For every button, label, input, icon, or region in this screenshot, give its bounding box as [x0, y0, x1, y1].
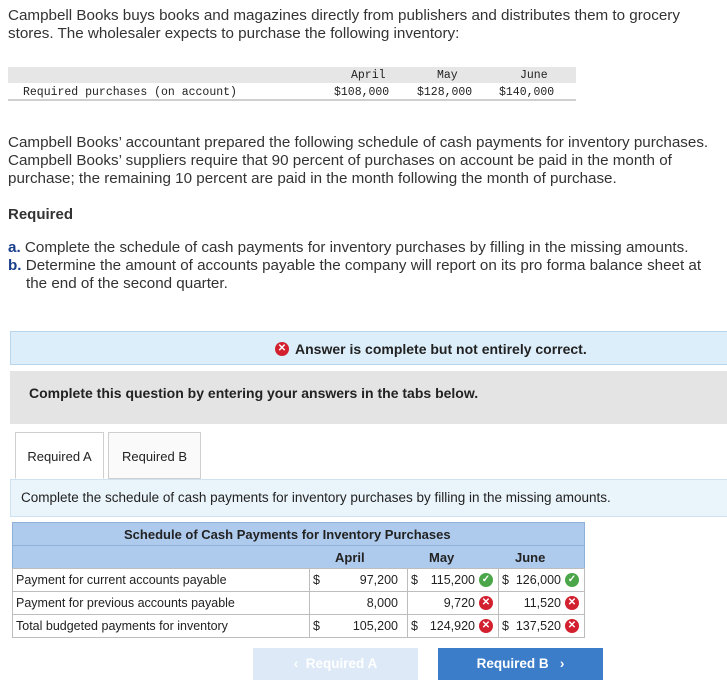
cell-value: 8,000 [366, 596, 398, 610]
schedule-month-june: June [515, 550, 546, 565]
tab-required-b[interactable]: Required B [108, 432, 201, 479]
inventory-month-april: April [351, 69, 386, 82]
tabs-instructions [10, 371, 727, 424]
cell-april[interactable] [309, 592, 408, 614]
cell-may[interactable] [407, 615, 499, 637]
tabs-instructions-text: Complete this question by entering your answers in the tabs below. [29, 385, 479, 401]
requirement-a-text: Complete the schedule of cash payments for inventory purchases by filling in the missing amounts. [24, 239, 689, 256]
schedule-title: Schedule of Cash Payments for Inventory Purchases [124, 527, 451, 542]
cell-value: 11,520 [523, 596, 561, 610]
inventory-month-june: June [520, 69, 548, 82]
requirements-list [8, 239, 727, 293]
inventory-table [8, 67, 576, 100]
cell-june[interactable] [498, 615, 585, 637]
table-row [12, 568, 585, 592]
inventory-value-may: $128,000 [417, 86, 473, 99]
inventory-value-april: $108,000 [334, 86, 390, 99]
intro-text: Campbell Books buys books and magazines directly from publishers and distributes them to grocery stores. The wholesaler expects to purchase the following inventory: [8, 7, 680, 42]
requirement-b-continuation: the end of the second quarter. [26, 275, 228, 292]
incorrect-x-icon: ✕ [565, 619, 579, 633]
cell-value: 126,000 [515, 573, 561, 587]
cell-june[interactable] [498, 592, 585, 614]
previous-tab-label: Required A [305, 656, 378, 671]
tab-prompt [10, 479, 727, 517]
inventory-value-june: $140,000 [499, 86, 555, 99]
cell-april[interactable] [309, 615, 408, 637]
cell-may[interactable] [407, 569, 499, 591]
inventory-month-may: May [437, 69, 458, 82]
schedule-header-row [12, 546, 585, 568]
requirement-b-label: b. [8, 257, 22, 274]
incorrect-x-icon: ✕ [565, 596, 579, 610]
chevron-right-icon: › [559, 656, 565, 671]
cell-value: 97,200 [359, 573, 398, 587]
cell-june[interactable] [498, 569, 585, 591]
dollar-sign: $ [313, 573, 320, 587]
incorrect-icon: ✕ [275, 342, 289, 356]
schedule-month-april: April [335, 550, 365, 565]
cell-april[interactable] [309, 569, 408, 591]
row-label: Total budgeted payments for inventory [16, 619, 228, 633]
dollar-sign: $ [502, 573, 509, 587]
correct-check-icon: ✓ [479, 573, 493, 587]
tab-prompt-text: Complete the schedule of cash payments for inventory purchases by filling in the missing amounts. [21, 490, 611, 505]
correct-check-icon: ✓ [565, 573, 579, 587]
schedule-title-row [12, 522, 585, 546]
answer-status-text: Answer is complete but not entirely correct. [295, 341, 587, 357]
cell-value: 137,520 [515, 619, 561, 633]
dollar-sign: $ [313, 619, 320, 633]
table-row [12, 615, 585, 638]
inventory-row-label: Required purchases (on account) [23, 86, 237, 99]
schedule-month-may: May [429, 550, 455, 565]
cell-value: 124,920 [429, 619, 475, 633]
cell-value: 115,200 [430, 573, 475, 587]
incorrect-x-icon: ✕ [479, 619, 493, 633]
dollar-sign: $ [411, 573, 418, 587]
next-tab-button[interactable] [438, 648, 603, 680]
requirement-a-label: a. [8, 239, 21, 256]
instructions-paragraph: Campbell Books’ accountant prepared the following schedule of cash payments for inventory purchases. Campbell Books’ suppliers require that 90 percent of purchases on account be paid in the month of purchase; the remaining 10 percent are paid in the month following the month of purchase. [8, 134, 709, 187]
table-row [12, 592, 585, 615]
answer-status-banner [10, 331, 727, 365]
incorrect-x-icon: ✕ [479, 596, 493, 610]
row-label: Payment for current accounts payable [16, 573, 227, 587]
cell-value: 9,720 [443, 596, 475, 610]
cash-payments-schedule [12, 522, 585, 633]
chevron-left-icon: ‹ [293, 656, 299, 671]
row-label: Payment for previous accounts payable [16, 596, 235, 610]
dollar-sign: $ [411, 619, 418, 633]
previous-tab-button[interactable] [253, 648, 418, 680]
requirement-b-text: Determine the amount of accounts payable the company will report on its pro forma balance sheet at [25, 257, 702, 274]
tab-required-a[interactable]: Required A [15, 432, 104, 479]
required-heading: Required [8, 206, 74, 223]
next-tab-label: Required B [476, 656, 549, 671]
dollar-sign: $ [502, 619, 509, 633]
cell-may[interactable] [407, 592, 499, 614]
cell-value: 105,200 [352, 619, 398, 633]
